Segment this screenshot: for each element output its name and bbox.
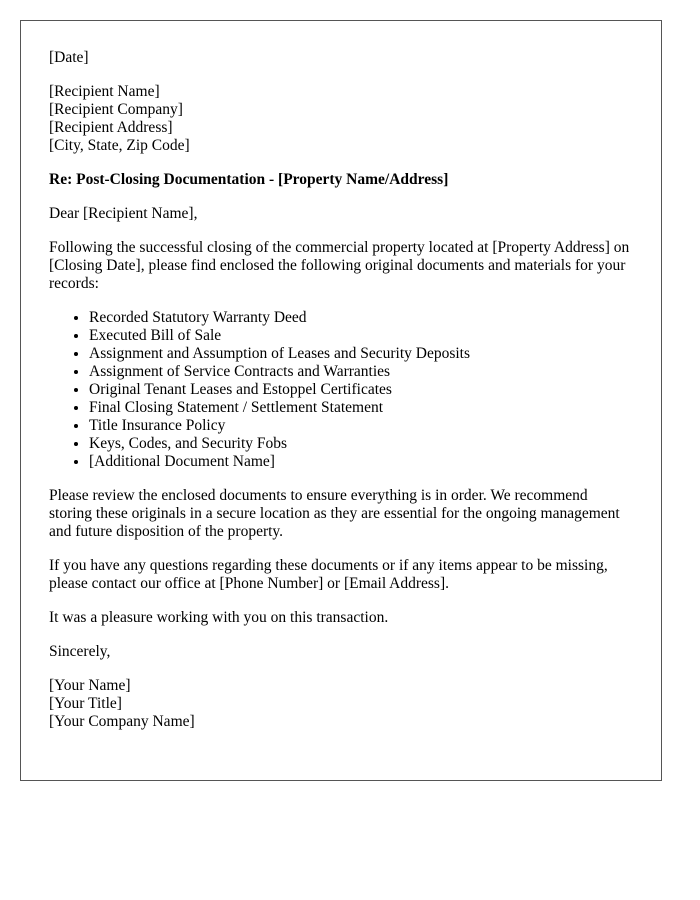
document-list (49, 309, 633, 471)
list-item: • Executed Bill of Sale (89, 327, 633, 345)
list-item: • Keys, Codes, and Security Fobs (89, 435, 633, 453)
recipient-block (49, 83, 633, 155)
recipient-address: [Recipient Address] (49, 119, 173, 136)
sender-title: [Your Title] (49, 695, 122, 712)
review-paragraph: Please review the enclosed documents to ensure everything is in order. We recommend storing these originals in a secure location as they are essential for the ongoing management and future disposition of the property. (49, 487, 620, 540)
list-item: • Assignment and Assumption of Leases and Security Deposits (89, 345, 633, 363)
recipient-company: [Recipient Company] (49, 101, 183, 118)
contact-paragraph: If you have any questions regarding these documents or if any items appear to be missing, please contact our office at [Phone Number] or [Email Address]. (49, 557, 608, 592)
list-item: • Original Tenant Leases and Estoppel Certificates (89, 381, 633, 399)
date: [Date] (49, 49, 89, 66)
recipient-name: [Recipient Name] (49, 83, 160, 100)
list-item: • Assignment of Service Contracts and Warranties (89, 363, 633, 381)
date-line (49, 49, 633, 67)
list-item: • Recorded Statutory Warranty Deed (89, 309, 633, 327)
closing: Sincerely, (49, 643, 111, 660)
pleasure-line: It was a pleasure working with you on this transaction. (49, 609, 389, 626)
list-item: • Title Insurance Policy (89, 417, 633, 435)
list-item: • Final Closing Statement / Settlement Statement (89, 399, 633, 417)
recipient-city-state-zip: [City, State, Zip Code] (49, 137, 190, 154)
sender-company: [Your Company Name] (49, 713, 195, 730)
sender-name: [Your Name] (49, 677, 131, 694)
letter-page (20, 20, 662, 781)
salutation: Dear [Recipient Name], (49, 205, 198, 222)
signature-block (49, 677, 633, 731)
subject-line: Re: Post-Closing Documentation - [Property Name/Address] (49, 171, 449, 188)
intro-paragraph: Following the successful closing of the commercial property located at [Property Address] on [Closing Date], please find enclosed the following original documents and materials for your records: (49, 239, 630, 292)
list-item: • [Additional Document Name] (89, 453, 633, 471)
